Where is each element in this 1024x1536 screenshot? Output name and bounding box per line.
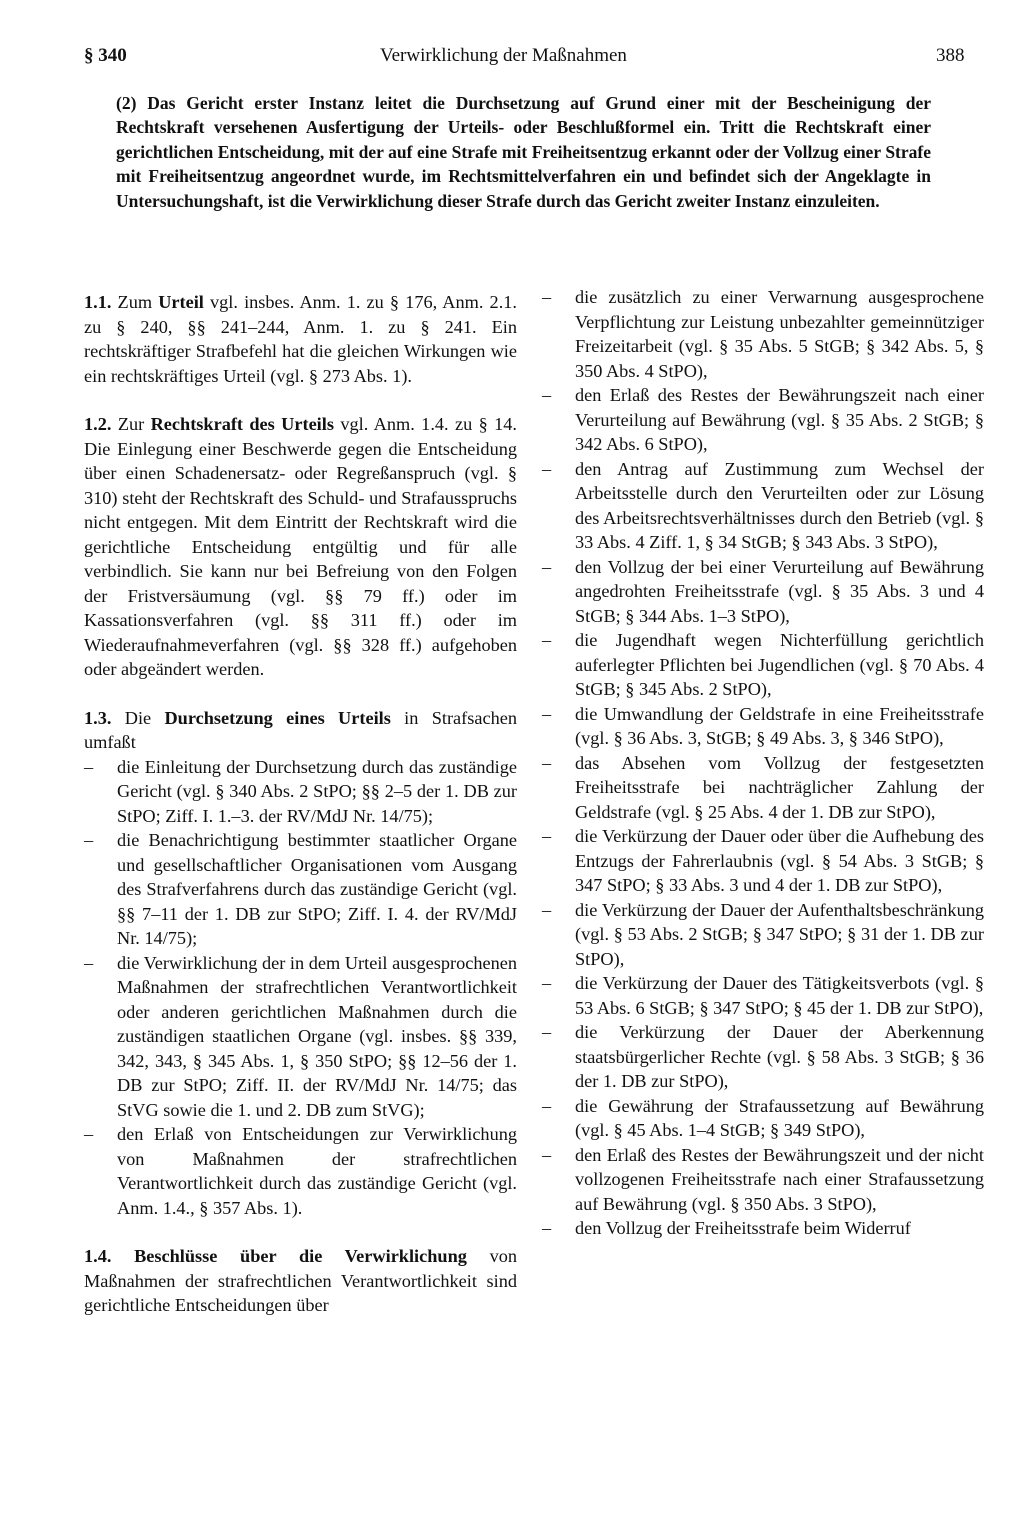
list-item: – die zusätzlich zu einer Verwarnung ausgesprochene Verpflichtung zur Leistung unbezahlter gemeinnütziger Freizeitarbeit (vgl. § 35 Abs. 5 StGB; § 342 Abs. 5, § 350 Abs. 4 StPO), xyxy=(542,285,984,383)
list-item: – das Absehen vom Vollzug der festgesetzten Freiheitsstrafe bei nachträglicher Zahlung der Geldstrafe (vgl. § 25 Abs. 4 der 1. DB zur StPO), xyxy=(542,751,984,825)
note-text: in Strafsachen umfaßt xyxy=(84,707,517,752)
note-heading: Durchsetzung eines Urteils xyxy=(164,707,391,728)
note-text: von Maßnahmen der strafrechtlichen Verantwortlichkeit sind gerichtliche Entscheidungen über xyxy=(84,1246,517,1315)
list-item: – den Erlaß des Restes der Bewährungszeit und der nicht vollzogenen Freiheitsstrafe nach einer Strafaussetzung auf Bewährung (vgl. § 350 Abs. 3 StPO), xyxy=(542,1143,984,1217)
note-number: 1.4. xyxy=(84,1246,112,1266)
note-number: 1.3. xyxy=(84,707,112,728)
note-text: vgl. insbes. Anm. 1. zu § 176, Anm. 2.1. zu § 240, §§ 241–244, Anm. 1. zu § 241. Ein rechtskräftiger Strafbefehl hat die gleichen Wirkungen wie ein rechtskräftiges Urteil (vgl. § 273 Abs. 1). xyxy=(84,292,517,386)
list-item: – die Umwandlung der Geldstrafe in eine Freiheitsstrafe (vgl. § 36 Abs. 3, StGB; § 49 Abs. 3, § 346 StPO), xyxy=(542,702,984,751)
note-1-4 xyxy=(84,1244,517,1318)
note-lead-word: Die xyxy=(124,707,152,728)
note-number: 1.2. xyxy=(84,414,112,434)
note-1-1 xyxy=(84,290,517,388)
list-item: – den Vollzug der Freiheitsstrafe beim Widerruf xyxy=(542,1216,984,1241)
list-item: – die Verkürzung der Dauer des Tätigkeitsverbots (vgl. § 53 Abs. 6 StGB; § 347 StPO; § 45 der 1. DB zur StPO), xyxy=(542,971,984,1020)
running-title: Verwirklichung der Maßnahmen xyxy=(380,45,627,66)
list-item: – die Verkürzung der Dauer der Aufenthaltsbeschränkung (vgl. § 53 Abs. 2 StGB; § 347 StPO; § 31 der 1. DB zur StPO), xyxy=(542,898,984,972)
list-item: – die Benachrichtigung bestimmter staatlicher Organe und gesellschaftlicher Organisationen vom Ausgang des Strafverfahrens durch das zuständige Gericht (vgl. §§ 7–11 der 1. DB zur StPO; Ziff. I. 4. der RV/MdJ Nr. 14/75); xyxy=(84,828,517,951)
note-1-3-list xyxy=(84,755,517,1221)
note-heading: Urteil xyxy=(158,292,204,312)
list-item: – den Erlaß des Restes der Bewährungszeit nach einer Verurteilung auf Bewährung (vgl. § 35 Abs. 2 StGB; § 342 Abs. 6 StPO), xyxy=(542,383,984,457)
note-heading: Beschlüsse über die Verwirklichung xyxy=(134,1246,467,1266)
list-item: – die Jugendhaft wegen Nichterfüllung gerichtlich auferlegter Pflichten bei Jugendlichen (vgl. § 70 Abs. 4 StGB; § 345 Abs. 2 StPO), xyxy=(542,628,984,702)
list-item: – den Antrag auf Zustimmung zum Wechsel der Arbeitsstelle durch den Verurteilten oder zur Lösung des Arbeitsrechtsverhältnisses durch den Betrieb (vgl. § 33 Abs. 4 Ziff. 1, § 34 StGB; § 343 Abs. 3 StPO), xyxy=(542,457,984,555)
note-lead-word: Zum xyxy=(117,292,153,312)
list-item: – die Verkürzung der Dauer oder über die Aufhebung des Entzugs der Fahrerlaubnis (vgl. § 54 Abs. 3 StGB; § 347 StPO; § 33 Abs. 3 und 4 der 1. DB zur StPO), xyxy=(542,824,984,898)
right-column xyxy=(542,285,984,1241)
list-item: – die Gewährung der Strafaussetzung auf Bewährung (vgl. § 45 Abs. 1–4 StGB; § 349 StPO), xyxy=(542,1094,984,1143)
list-item: – den Vollzug der bei einer Verurteilung auf Bewährung angedrohten Freiheitsstrafe (vgl. § 35 Abs. 3 und 4 StGB; § 344 Abs. 1–3 StPO), xyxy=(542,555,984,629)
list-item: – die Einleitung der Durchsetzung durch das zuständige Gericht (vgl. § 340 Abs. 2 StPO; §§ 2–5 der 1. DB zur StPO; Ziff. I. 1.–3. der RV/MdJ Nr. 14/75); xyxy=(84,755,517,829)
note-heading: Rechtskraft des Urteils xyxy=(150,414,334,434)
list-item: – den Erlaß von Entscheidungen zur Verwirklichung von Maßnahmen der strafrechtlichen Verantwortlichkeit durch das zuständige Gericht (vgl. Anm. 1.4., § 357 Abs. 1). xyxy=(84,1122,517,1220)
note-1-2 xyxy=(84,412,517,682)
note-1-3 xyxy=(84,706,517,755)
note-number: 1.1. xyxy=(84,292,112,312)
section-number: § 340 xyxy=(84,45,127,66)
decision-list xyxy=(542,285,984,1241)
note-text: vgl. Anm. 1.4. zu § 14. Die Einlegung einer Beschwerde gegen die Entscheidung über einen Schadenersatz- oder Regreßanspruch (vgl. § 310) steht der Rechtskraft des Schuld- und Strafausspruchs nicht entgegen. Mit dem Eintritt der Rechtskraft wird die gerichtliche Entscheidung entgültig und für alle verbindlich. Sie kann nur bei Befreiung von den Folgen der Fristversäumung (vgl. §§ 79 ff.) oder im Kassationsverfahren (vgl. §§ 311 ff.) oder im Wiederaufnahmeverfahren (vgl. §§ 328 ff.) aufgehoben oder abgeändert werden. xyxy=(84,414,517,679)
left-column xyxy=(84,290,517,1318)
list-item: – die Verkürzung der Dauer der Aberkennung staatsbürgerlicher Rechte (vgl. § 58 Abs. 3 StGB; § 36 der 1. DB zur StPO), xyxy=(542,1020,984,1094)
page-number: 388 xyxy=(936,45,965,66)
list-item: – die Verwirklichung der in dem Urteil ausgesprochenen Maßnahmen der strafrechtlichen Verantwortlichkeit oder anderen gerichtlichen Maßnahmen durch die zuständigen staatlichen Organe (vgl. insbes. §§ 339, 342, 343, § 345 Abs. 1, § 350 StPO; §§ 12–56 der 1. DB zur StPO; Ziff. II. der RV/MdJ Nr. 14/75; das StVG sowie die 1. und 2. DB zum StVG); xyxy=(84,951,517,1123)
statute-paragraph: (2) Das Gericht erster Instanz leitet die Durchsetzung auf Grund einer mit der Bescheinigung der Rechtskraft versehenen Ausfertigung der Urteils- oder Beschlußformel ein. Tritt die Rechtskraft einer gerichtlichen Entscheidung, mit der auf eine Strafe mit Freiheitsentzug erkannt oder der Vollzug einer Strafe mit Freiheitsentzug angeordnet wurde, im Rechtsmittelverfahren ein und befindet sich der Angeklagte in Untersuchungshaft, ist die Verwirklichung dieser Strafe durch das Gericht zweiter Instanz einzuleiten. xyxy=(116,93,931,211)
note-lead-word: Zur xyxy=(117,414,145,434)
